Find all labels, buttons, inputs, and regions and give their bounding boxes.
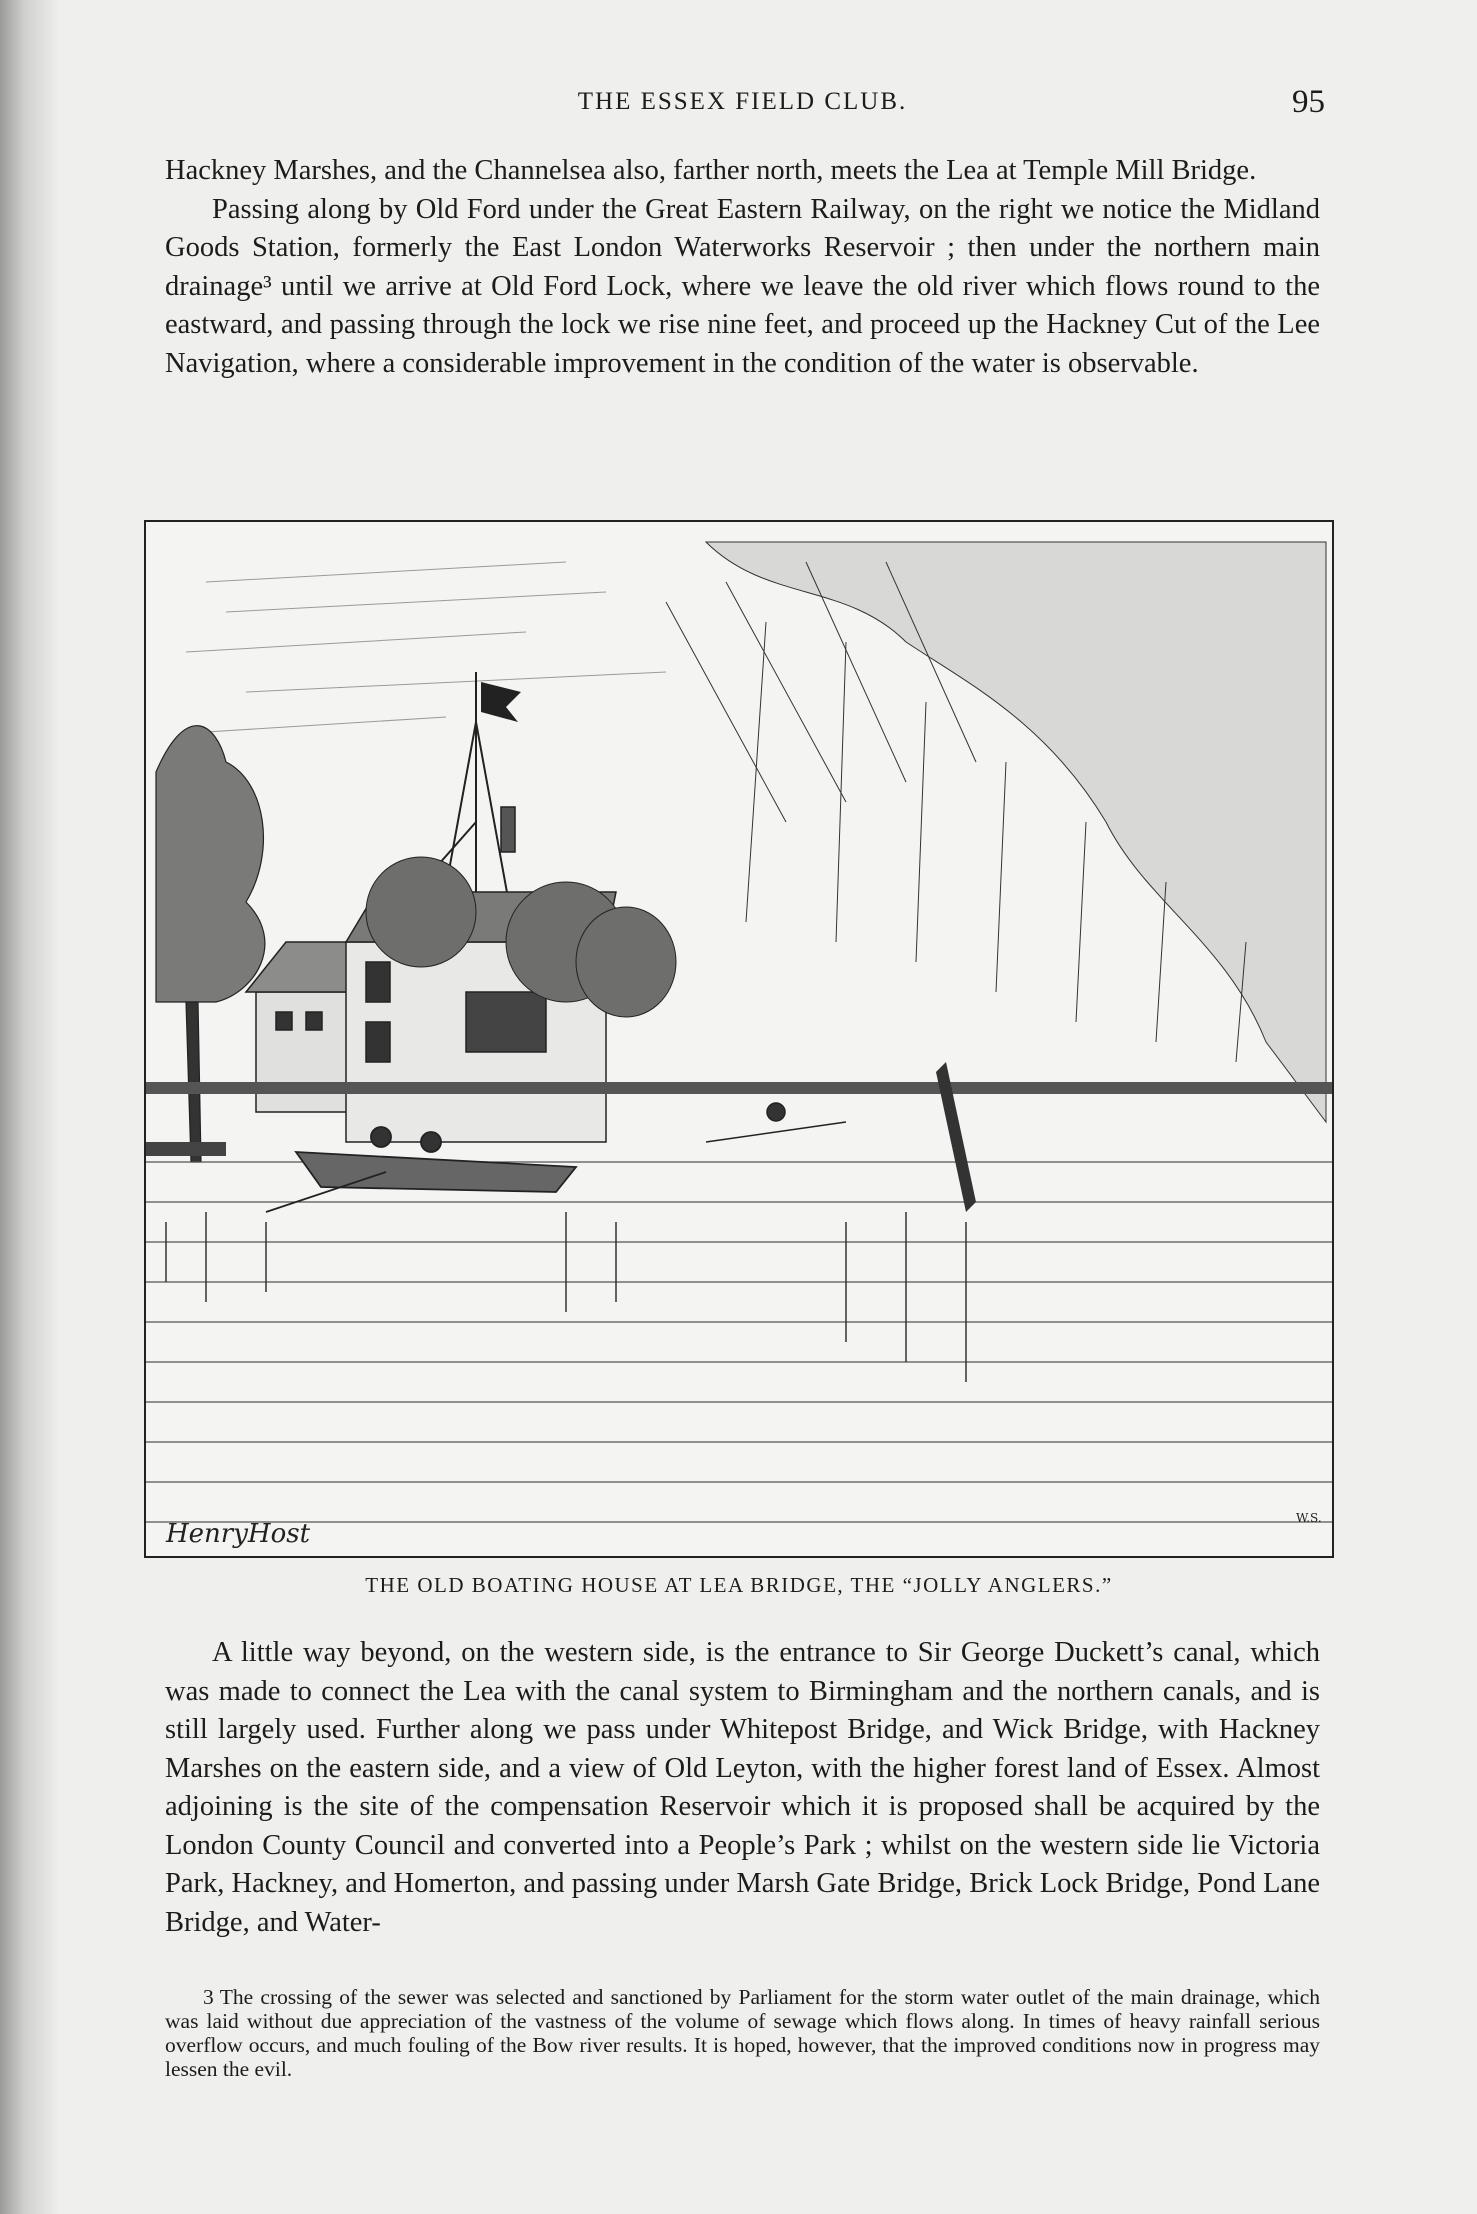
engraver-initials: W.S. — [1296, 1511, 1322, 1525]
body-text-bottom — [165, 1634, 1320, 1942]
paragraph: Passing along by Old Ford under the Great Eastern Railway, on the right we notice the Midland Goods Station, formerly the East London Waterworks Reservoir ; then under the northern main drainage³ until we arrive at Old Ford Lock, where we leave the old river which flows round to the eastward, and passing through the lock we rise nine feet, and proceed up the Hackney Cut of the Lee Navigation, where a considerable improvement in the condition of the water is observable. — [165, 193, 1320, 379]
footnote — [165, 1985, 1320, 2081]
page-header — [160, 84, 1325, 134]
paragraph: Hackney Marshes, and the Channelsea also, farther north, meets the Lea at Temple Mill Bridge. — [165, 155, 1257, 186]
artist-signature: HenryHost — [166, 1519, 311, 1549]
page-number: 95 — [1292, 84, 1325, 120]
boating-house-engraving — [146, 522, 1332, 1556]
figure-caption: THE OLD BOATING HOUSE AT LEA BRIDGE, THE “JOLLY ANGLERS.” — [365, 1573, 1113, 1597]
flag-icon — [481, 682, 521, 722]
footnote-marker: 3 — [203, 1985, 214, 2009]
page-edge-shadow — [0, 0, 60, 2214]
paragraph: A little way beyond, on the western side, is the entrance to Sir George Duckett’s canal, which was made to connect the Lea with the canal system to Birmingham and the northern canals, and is still largely used. Further along we pass under Whitepost Bridge, and Wick Bridge, with Hackney Marshes on the eastern side, and a view of Old Leyton, with the higher forest land of Essex. Almost adjoining is the site of the compensation Reservoir which it is proposed shall be acquired by the London County Council and converted into a People’s Park ; whilst on the western side lie Victoria Park, Hackney, and Homerton, and passing under Marsh Gate Bridge, Brick Lock Bridge, Pond Lane Bridge, and Water- — [165, 1637, 1320, 1938]
footnote-text: The crossing of the sewer was selected and sanctioned by Parliament for the storm water outlet of the main drainage, which was laid without due appreciation of the vastness of the volume of sewage which flows along. In times of heavy rainfall serious overflow occurs, and much fouling of the Bow river results. It is hoped, however, that the improved conditions now in progress may lessen the evil. — [165, 1985, 1320, 2081]
body-text-top — [165, 152, 1320, 383]
illustration — [144, 520, 1334, 1558]
running-head: THE ESSEX FIELD CLUB. — [577, 88, 908, 115]
